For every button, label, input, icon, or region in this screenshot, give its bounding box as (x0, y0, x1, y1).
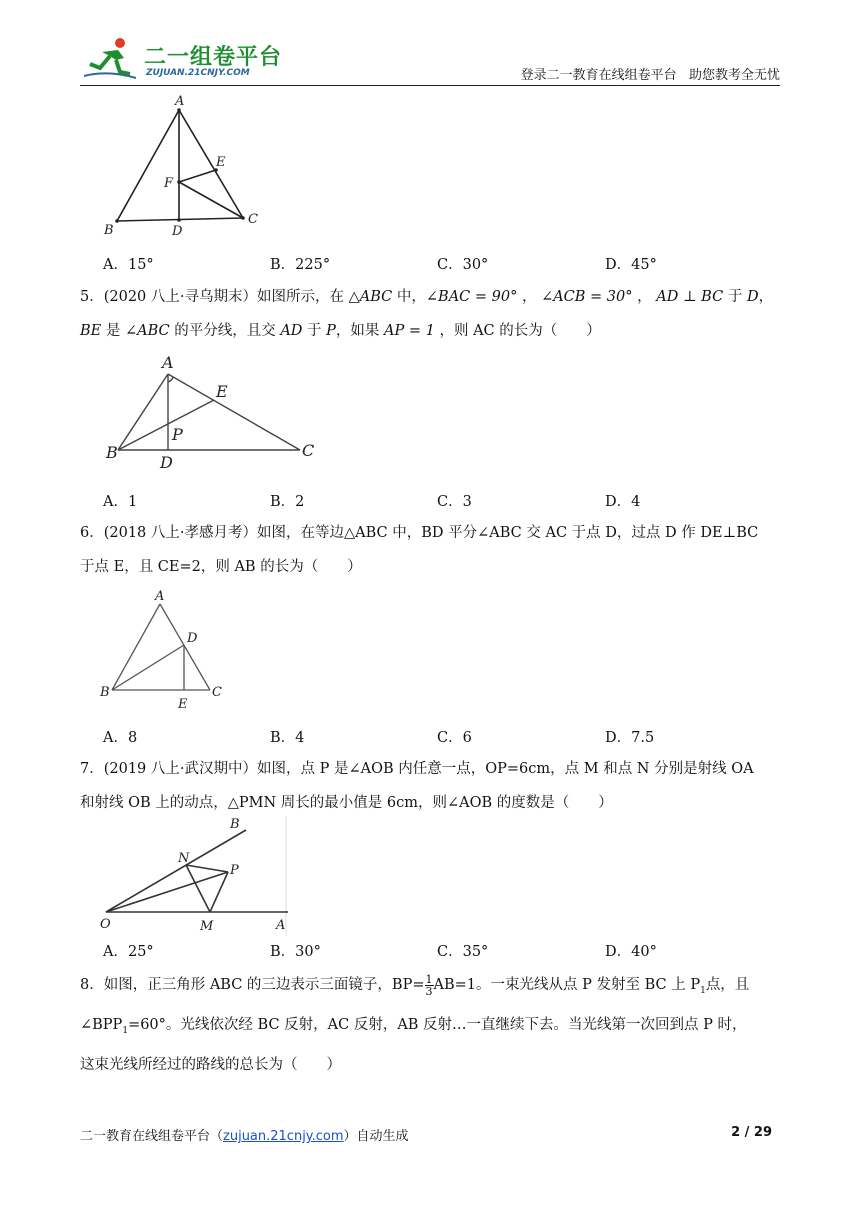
fig7-label-b: B (230, 817, 240, 832)
question-5-text (80, 280, 780, 348)
fig5-label-b: B (106, 443, 118, 462)
fig5-label-e: E (216, 382, 228, 401)
q5-option-c[interactable]: C．3 (437, 494, 472, 510)
logo-subtitle: ZUJUAN.21CNJY.COM (146, 68, 250, 78)
fig5-label-c: C (302, 441, 315, 460)
figure-q4 (100, 92, 270, 240)
q5-line-1: 5．(2020 八上·寻乌期末）如图所示，在 △ABC 中，∠BAC = 90° ， ∠ACB = 30° ， AD ⊥ BC 于 D， (80, 289, 774, 305)
q8-line-3: 这束光线所经过的路线的总长为（ ） (80, 1056, 341, 1073)
fig7-label-m: M (200, 919, 214, 934)
q4-option-b[interactable]: B．225° (270, 257, 331, 273)
fig6-label-e: E (178, 697, 188, 712)
q4-option-a[interactable]: A．15° (103, 257, 154, 273)
runner-logo-icon (80, 34, 138, 80)
q6-option-a[interactable]: A．8 (103, 730, 138, 746)
q7-option-b[interactable]: B．30° (270, 944, 321, 960)
q6-line-1: 6．(2018 八上·孝感月考）如图，在等边△ABC 中，BD 平分∠ABC 交 AC 于点 D，过点 D 作 DE⊥BC (80, 525, 759, 541)
fig4-seg-fe (179, 170, 216, 182)
logo-title: 二一组卷平台 (144, 45, 283, 70)
fig4-side-ac (179, 110, 243, 218)
q6-option-b[interactable]: B．4 (270, 730, 305, 746)
fig6-label-b: B (100, 685, 110, 700)
figure-q5 (100, 352, 330, 470)
fig4-side-ab (117, 110, 179, 221)
header-divider (80, 85, 780, 86)
fig5-label-d: D (160, 453, 173, 470)
page-number: 2 / 29 (731, 1125, 772, 1140)
q5-option-b[interactable]: B．2 (270, 494, 305, 510)
fig7-label-p: P (230, 863, 239, 878)
fig6-label-d: D (187, 631, 198, 646)
q8-fraction: $\frac{1}{3}$ (425, 972, 433, 998)
header (80, 30, 780, 86)
q7-option-d[interactable]: D．40° (605, 944, 657, 960)
fig4-label-d: D (172, 224, 183, 239)
question-7-text (80, 752, 780, 820)
fig4-label-a: A (175, 94, 185, 109)
q4-option-d[interactable]: D．45° (605, 257, 657, 273)
fig5-label-a: A (162, 353, 174, 372)
header-slogan: 登录二一教育在线组卷平台 助您教考全无忧 (520, 68, 780, 83)
fig4-seg-fc (179, 182, 243, 218)
figure-q7 (98, 812, 298, 936)
q7-line-2: 和射线 OB 上的动点，△PMN 周长的最小值是 6cm，则∠AOB 的度数是（ ） (80, 795, 613, 811)
q5-option-d[interactable]: D．4 (605, 494, 641, 510)
q6-option-d[interactable]: D．7.5 (605, 730, 655, 746)
q7-line-1: 7．(2019 八上·武汉期中）如图，点 P 是∠AOB 内任意一点，OP=6cm，点 M 和点 N 分别是射线 OA (80, 761, 754, 777)
q6-line-2: 于点 E，且 CE=2，则 AB 的长为（ ） (80, 559, 362, 575)
question-8-text (80, 968, 780, 1082)
fig4-label-c: C (248, 212, 258, 227)
footer-link[interactable]: zujuan.21cnjy.com (223, 1129, 344, 1144)
q5-line-2: BE 是 ∠ABC 的平分线，且交 AD 于 P，如果 AP = 1 ，则 AC 的长为（ ） (80, 323, 601, 339)
fig6-label-a: A (155, 589, 165, 604)
q7-option-a[interactable]: A．25° (103, 944, 154, 960)
fig5-label-p: P (172, 425, 183, 444)
question-6-text (80, 516, 780, 584)
q8-line-2: $\angle BPP_1=60^\circ$。光线依次经 BC 反射，AC 反射，AB 反射…一直继续下去。当光线第一次回到点 P 时， (80, 1016, 747, 1036)
fig4-label-b: B (104, 223, 114, 238)
figure-q6 (98, 588, 238, 712)
q8-line-1: 8．如图，正三角形 ABC 的三边表示三面镜子，BP= $\frac{1}{3}$ AB=1。一束光线从点 P 发射至 BC 上 $P_1$点，且 (80, 972, 750, 998)
fig4-label-f: F (164, 176, 174, 191)
q7-option-c[interactable]: C．35° (437, 944, 489, 960)
fig6-label-c: C (212, 685, 222, 700)
q4-option-c[interactable]: C．30° (437, 257, 489, 273)
fig7-label-a: A (276, 918, 286, 933)
q5-option-a[interactable]: A．1 (103, 494, 138, 510)
fig7-label-o: O (100, 917, 111, 932)
footer-left: 二一教育在线组卷平台（zujuan.21cnjy.com）自动生成 (80, 1129, 409, 1144)
fig7-label-n: N (178, 851, 190, 866)
fig4-label-e: E (216, 155, 226, 170)
q6-option-c[interactable]: C．6 (437, 730, 472, 746)
